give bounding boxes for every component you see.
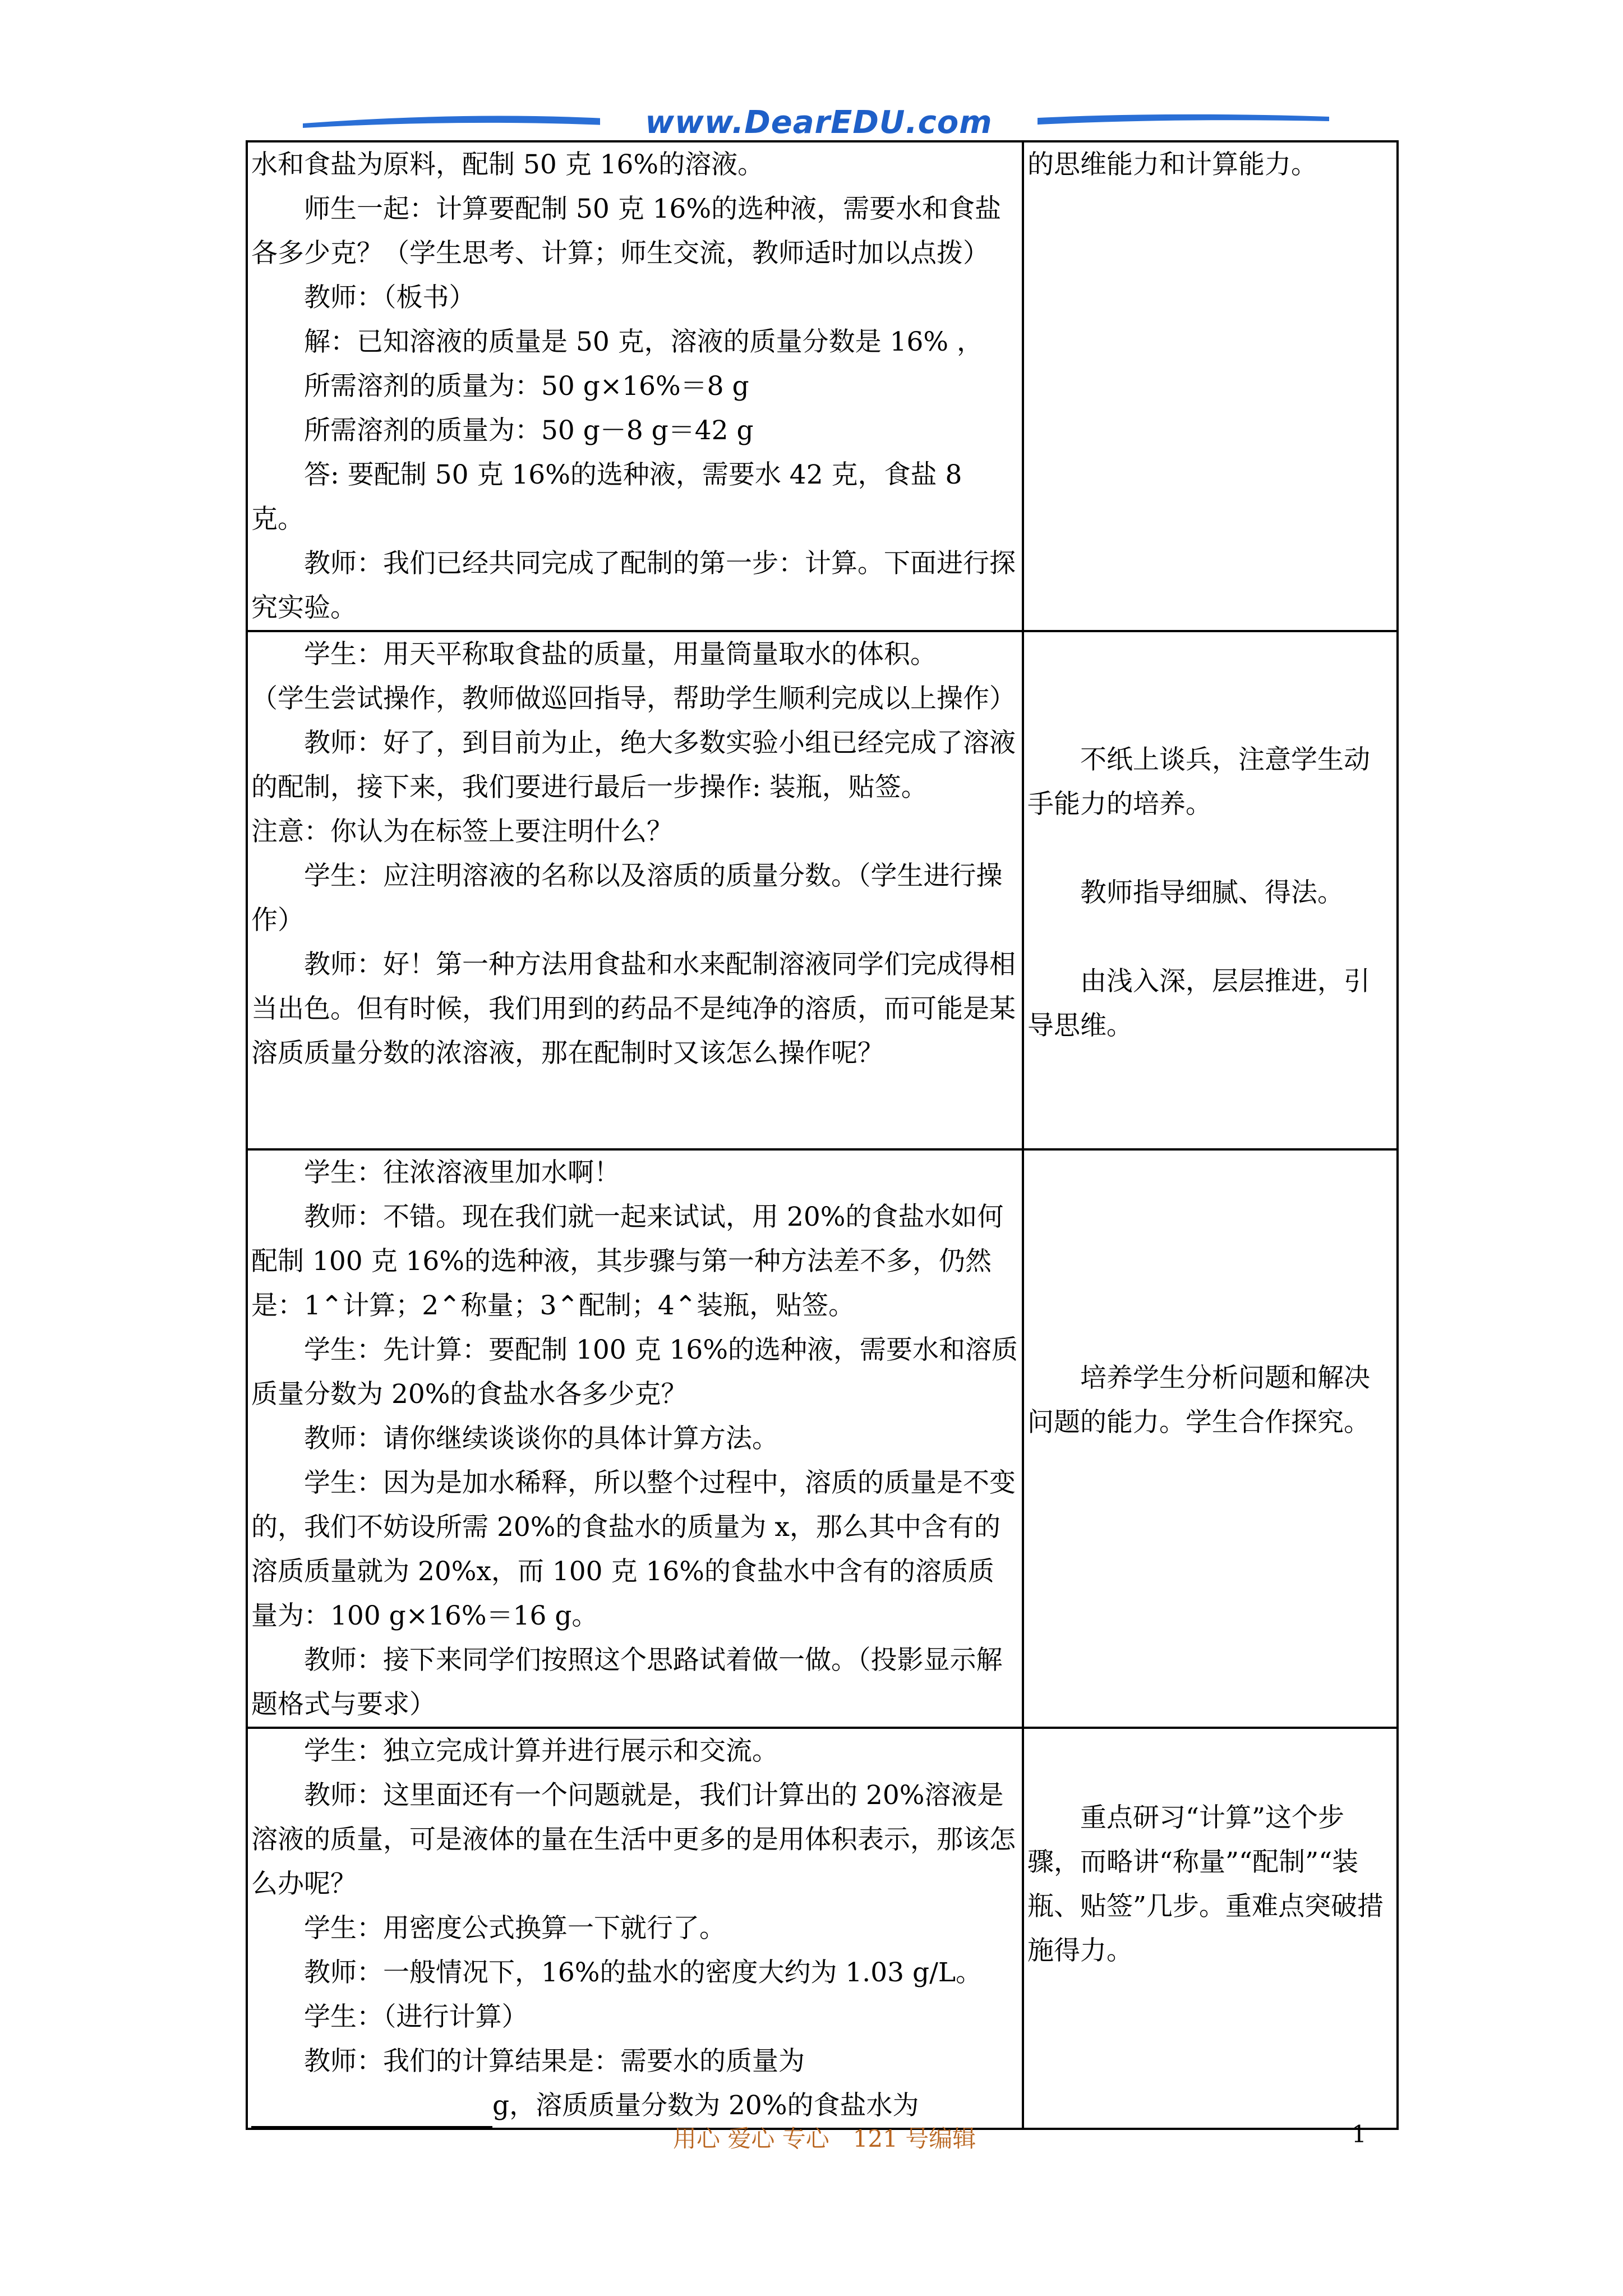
text-line: 注意：你认为在标签上要注明什么？ [251,816,673,847]
text-line: 教师：好！第一种方法用食盐和水来配制溶液同学们完成得相当出色。但有时候，我们用到的药品不是纯净的溶质，而可能是某溶质质量分数的浓溶液，那在配制时又该怎么操作呢？ [251,949,1016,1069]
text-line: 学生：独立完成计算并进行展示和交流。 [304,1736,778,1766]
text-line: 教师：我们的计算结果是：需要水的质量为 [304,2046,805,2077]
text-line: 教师：（板书） [304,282,476,313]
text-line: 水和食盐为原料，配制 50 克 16%的溶液。 [251,149,764,180]
text-line: 教师：好了，到目前为止，绝大多数实验小组已经完成了溶液的配制，接下来，我们要进行最后一步操作: 装瓶，贴签。 [251,728,1016,803]
process-cell [247,1149,1023,1728]
process-cell [247,141,1023,631]
table-row [247,1728,1398,2129]
text-line: 所需溶剂的质量为：50 g×16%＝8 g [304,371,749,402]
note-text: 教师指导细腻、得法。 [1080,877,1344,908]
table-row [247,1149,1398,1728]
text-line: 学生：应注明溶液的名称以及溶质的质量分数。（学生进行操作） [251,861,1003,936]
text-line: 学生：用天平称取食盐的质量，用量筒量取水的体积。 [304,639,937,670]
note-cell [1023,1149,1398,1728]
note-text: 由浅入深，层层推进，引导思维。 [1027,966,1370,1041]
note-cell [1023,1728,1398,2129]
process-cell [247,631,1023,1149]
text-line: 学生：因为是加水稀释，所以整个过程中，溶质的质量是不变的，我们不妨设所需 20%的食盐水的质量为 x，那么其中含有的溶质质量就为 20%x，而 100 克 16%的食盐水中含有的溶质质量为：100 g×16%＝16 g。 [251,1467,1016,1631]
text-line: 教师：我们已经共同完成了配制的第一步：计算。下面进行探究实验。 [251,548,1016,623]
text-line: 答: 要配制 50 克 16%的选种液，需要水 42 克，食盐 8 克。 [251,459,962,535]
text-line: 教师：这里面还有一个问题就是，我们计算出的 20%溶液是溶液的质量，可是液体的量在生活中更多的是用体积表示，那该怎么办呢？ [251,1780,1016,1899]
footer-text: 用心 爱心 专心 121 号编辑 [673,2125,976,2152]
note-text: 不纸上谈兵，注意学生动手能力的培养。 [1027,744,1370,820]
note-text: 重点研习“计算”这个步骤，而略讲“称量”“配制”“装瓶、贴签”几步。重难点突破措施得力。 [1027,1802,1384,1966]
text-line: 解：已知溶液的质量是 50 克，溶液的质量分数是 16% ， [304,326,984,357]
text-line: 学生：（进行计算） [304,2001,528,2032]
text-line: 教师：请你继续谈谈你的具体计算方法。 [304,1423,778,1454]
note-text: 的思维能力和计算能力。 [1027,149,1317,180]
text-line: 学生：用密度公式换算一下就行了。 [304,1913,726,1944]
note-cell [1023,141,1398,631]
text-line: （学生尝试操作，教师做巡回指导，帮助学生顺利完成以上操作） [251,683,1016,714]
table-row [247,631,1398,1149]
site-logo-text: www.DearEDU.com [600,104,1038,141]
table-row [247,141,1398,631]
text-line: 教师：一般情况下，16%的盐水的密度大约为 1.03 g/L。 [304,1957,983,1988]
text-line: 所需溶剂的质量为：50 g－8 g＝42 g [304,415,754,446]
note-cell [1023,631,1398,1149]
answer-blank [251,2092,492,2128]
text-fragment: g，溶质质量分数为 20%的食盐水为 [492,2090,919,2121]
note-text: 培养学生分析问题和解决问题的能力。学生合作探究。 [1027,1363,1370,1438]
text-line: 师生一起：计算要配制 50 克 16%的选种液，需要水和食盐各多少克？（学生思考、计算；师生交流，教师适时加以点拨） [251,194,1002,269]
lesson-table [246,140,1399,2130]
page-number: 1 [1352,2120,1367,2148]
text-line: 学生：先计算：要配制 100 克 16%的选种液，需要水和溶质质量分数为 20%的食盐水各多少克？ [251,1335,1018,1410]
text-line: 教师：不错。现在我们就一起来试试，用 20%的食盐水如何配制 100 克 16%的选种液，其步骤与第一种方法差不多，仍然是：1⌃计算；2⌃称量；3⌃配制；4⌃装瓶，贴签。 [251,1202,1004,1321]
text-line: 教师：接下来同学们按照这个思路试着做一做。（投影显示解题格式与要求） [251,1645,1003,1720]
text-line: 学生：往浓溶液里加水啊！ [304,1157,620,1188]
process-cell [247,1728,1023,2129]
